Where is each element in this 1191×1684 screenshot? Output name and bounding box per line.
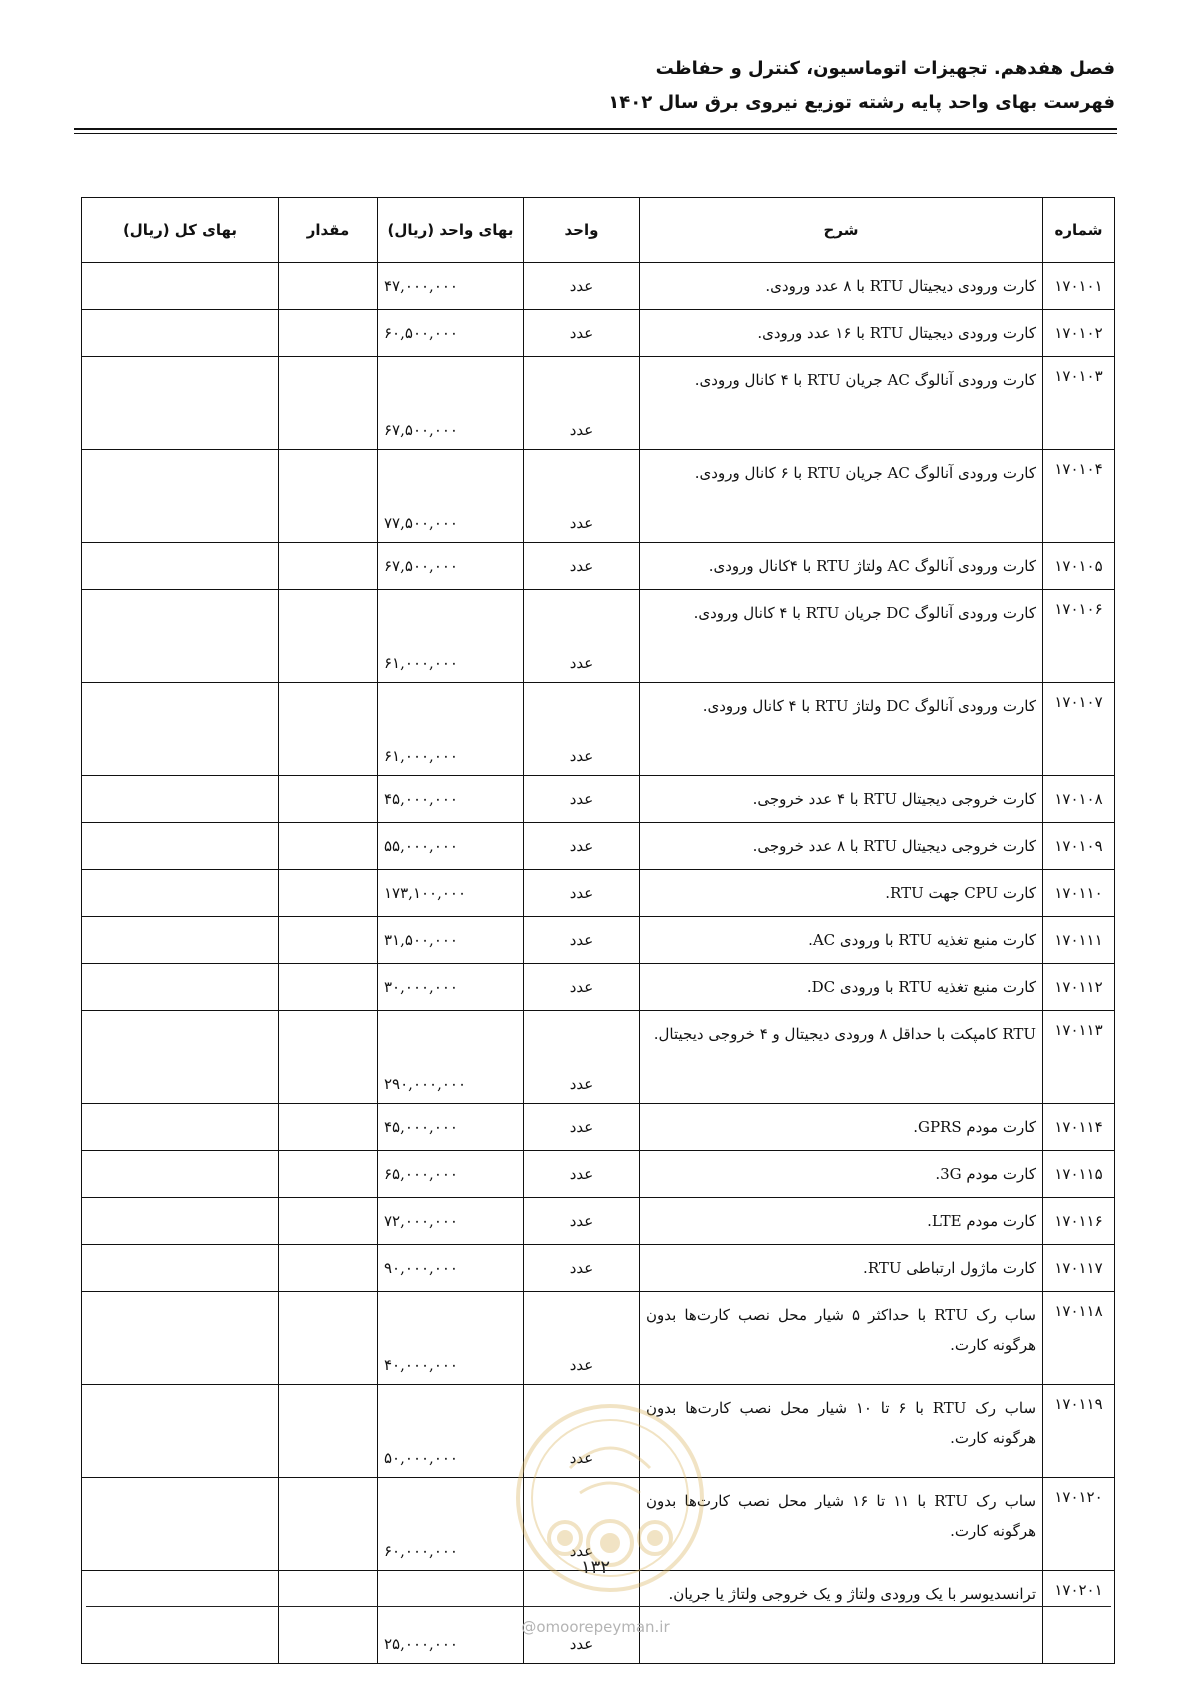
row-unit: عدد [524, 1571, 640, 1664]
row-number: ۱۷۰۱۰۴ [1043, 450, 1115, 543]
row-total-price [82, 1104, 279, 1151]
row-total-price [82, 683, 279, 776]
row-unit-price: ۷۷,۵۰۰,۰۰۰ [378, 450, 524, 543]
chapter-title: فصل هفدهم. تجهیزات اتوماسیون، کنترل و حفاظت [655, 58, 1115, 79]
row-quantity [279, 590, 378, 683]
row-number: ۱۷۰۱۰۸ [1043, 776, 1115, 823]
row-total-price [82, 1151, 279, 1198]
row-number: ۱۷۰۲۰۱ [1043, 1571, 1115, 1664]
row-unit-price: ۶۵,۰۰۰,۰۰۰ [378, 1151, 524, 1198]
row-unit: عدد [524, 357, 640, 450]
row-total-price [82, 1011, 279, 1104]
row-unit: عدد [524, 1245, 640, 1292]
row-description: کارت ورودی آنالوگ AC جریان RTU با ۴ کانال ورودی. [640, 357, 1043, 450]
footer-divider [86, 1606, 1111, 1607]
row-description: ترانسدیوسر با یک ورودی ولتاژ و یک خروجی ولتاژ یا جریان. [640, 1571, 1043, 1664]
row-description: کارت ورودی آنالوگ DC جریان RTU با ۴ کانال ورودی. [640, 590, 1043, 683]
table-row [82, 1292, 1115, 1385]
row-quantity [279, 450, 378, 543]
row-description: کارت ورودی آنالوگ DC ولتاژ RTU با ۴ کانال ورودی. [640, 683, 1043, 776]
row-unit: عدد [524, 964, 640, 1011]
row-description: RTU کامپکت با حداقل ۸ ورودی دیجیتال و ۴ خروجی دیجیتال. [640, 1011, 1043, 1104]
row-unit-price: ۶۱,۰۰۰,۰۰۰ [378, 590, 524, 683]
row-unit-price: ۵۰,۰۰۰,۰۰۰ [378, 1385, 524, 1478]
row-number: ۱۷۰۱۲۰ [1043, 1478, 1115, 1571]
row-unit: عدد [524, 870, 640, 917]
row-quantity [279, 1198, 378, 1245]
row-total-price [82, 357, 279, 450]
row-description: کارت مودم 3G. [640, 1151, 1043, 1198]
list-title: فهرست بهای واحد پایه رشته توزیع نیروی برق سال ۱۴۰۲ [608, 92, 1115, 113]
row-unit-price: ۲۵,۰۰۰,۰۰۰ [378, 1571, 524, 1664]
row-number: ۱۷۰۱۱۴ [1043, 1104, 1115, 1151]
row-number: ۱۷۰۱۰۵ [1043, 543, 1115, 590]
row-unit: عدد [524, 776, 640, 823]
row-quantity [279, 1104, 378, 1151]
table-row [82, 1104, 1115, 1151]
row-description: کارت ورودی آنالوگ AC ولتاژ RTU با ۴کانال ورودی. [640, 543, 1043, 590]
row-number: ۱۷۰۱۰۶ [1043, 590, 1115, 683]
table-row [82, 1198, 1115, 1245]
row-number: ۱۷۰۱۰۲ [1043, 310, 1115, 357]
row-quantity [279, 357, 378, 450]
row-quantity [279, 683, 378, 776]
row-description: کارت مودم LTE. [640, 1198, 1043, 1245]
row-quantity [279, 823, 378, 870]
row-quantity [279, 917, 378, 964]
table-row [82, 590, 1115, 683]
row-total-price [82, 870, 279, 917]
table-header-row [82, 198, 1115, 263]
table-row [82, 450, 1115, 543]
page-header [76, 52, 1115, 120]
row-unit: عدد [524, 1151, 640, 1198]
row-number: ۱۷۰۱۱۹ [1043, 1385, 1115, 1478]
row-description: ساب رک RTU با ۱۱ تا ۱۶ شیار محل نصب کارت‌ها بدون هرگونه کارت. [640, 1478, 1043, 1571]
row-quantity [279, 870, 378, 917]
row-unit: عدد [524, 917, 640, 964]
table-row [82, 543, 1115, 590]
row-quantity [279, 1011, 378, 1104]
row-unit-price: ۲۹۰,۰۰۰,۰۰۰ [378, 1011, 524, 1104]
row-description: کارت ورودی آنالوگ AC جریان RTU با ۶ کانال ورودی. [640, 450, 1043, 543]
row-total-price [82, 310, 279, 357]
table-row [82, 1571, 1115, 1664]
row-total-price [82, 450, 279, 543]
row-description: کارت منبع تغذیه RTU با ورودی DC. [640, 964, 1043, 1011]
row-unit: عدد [524, 823, 640, 870]
row-number: ۱۷۰۱۱۶ [1043, 1198, 1115, 1245]
table-row [82, 776, 1115, 823]
price-table-container [81, 197, 1114, 1664]
table-body [82, 263, 1115, 1664]
row-description: کارت ماژول ارتباطی RTU. [640, 1245, 1043, 1292]
table-row [82, 1245, 1115, 1292]
price-table [81, 197, 1115, 1664]
row-unit-price: ۶۱,۰۰۰,۰۰۰ [378, 683, 524, 776]
row-number: ۱۷۰۱۰۷ [1043, 683, 1115, 776]
header-divider [74, 128, 1117, 134]
row-total-price [82, 823, 279, 870]
row-number: ۱۷۰۱۱۱ [1043, 917, 1115, 964]
page-number: ۱۳۲ [580, 1557, 610, 1578]
row-unit-price: ۵۵,۰۰۰,۰۰۰ [378, 823, 524, 870]
row-quantity [279, 1151, 378, 1198]
row-total-price [82, 964, 279, 1011]
row-unit-price: ۶۷,۵۰۰,۰۰۰ [378, 357, 524, 450]
row-quantity [279, 1292, 378, 1385]
table-row [82, 683, 1115, 776]
row-total-price [82, 917, 279, 964]
table-row [82, 1151, 1115, 1198]
row-unit: عدد [524, 1011, 640, 1104]
row-description: کارت ورودی دیجیتال RTU با ۸ عدد ورودی. [640, 263, 1043, 310]
row-description: کارت منبع تغذیه RTU با ورودی AC. [640, 917, 1043, 964]
row-total-price [82, 1245, 279, 1292]
table-row [82, 964, 1115, 1011]
table-row [82, 917, 1115, 964]
row-description: ساب رک RTU با ۶ تا ۱۰ شیار محل نصب کارت‌ها بدون هرگونه کارت. [640, 1385, 1043, 1478]
row-unit: عدد [524, 543, 640, 590]
row-total-price [82, 543, 279, 590]
row-total-price [82, 1571, 279, 1664]
row-total-price [82, 1198, 279, 1245]
row-description: کارت خروجی دیجیتال RTU با ۸ عدد خروجی. [640, 823, 1043, 870]
row-number: ۱۷۰۱۱۳ [1043, 1011, 1115, 1104]
row-unit-price: ۴۰,۰۰۰,۰۰۰ [378, 1292, 524, 1385]
row-quantity [279, 543, 378, 590]
footer-website: @omoorepeyman.ir [521, 1618, 670, 1636]
row-quantity [279, 1571, 378, 1664]
table-row [82, 263, 1115, 310]
row-unit: عدد [524, 1478, 640, 1571]
header-unit-price: بهای واحد (ریال) [378, 198, 524, 263]
table-row [82, 357, 1115, 450]
table-row [82, 870, 1115, 917]
row-unit: عدد [524, 1292, 640, 1385]
row-unit: عدد [524, 450, 640, 543]
row-unit-price: ۴۵,۰۰۰,۰۰۰ [378, 1104, 524, 1151]
row-quantity [279, 1245, 378, 1292]
row-description: کارت خروجی دیجیتال RTU با ۴ عدد خروجی. [640, 776, 1043, 823]
row-total-price [82, 776, 279, 823]
row-unit-price: ۶۰,۰۰۰,۰۰۰ [378, 1478, 524, 1571]
row-number: ۱۷۰۱۰۱ [1043, 263, 1115, 310]
row-unit: عدد [524, 1104, 640, 1151]
row-quantity [279, 776, 378, 823]
row-total-price [82, 1292, 279, 1385]
header-quantity: مقدار [279, 198, 378, 263]
row-unit-price: ۱۷۳,۱۰۰,۰۰۰ [378, 870, 524, 917]
row-unit: عدد [524, 1385, 640, 1478]
row-unit: عدد [524, 263, 640, 310]
header-unit: واحد [524, 198, 640, 263]
row-quantity [279, 964, 378, 1011]
row-unit: عدد [524, 683, 640, 776]
header-description: شرح [640, 198, 1043, 263]
table-row [82, 823, 1115, 870]
row-total-price [82, 1385, 279, 1478]
row-description: کارت مودم GPRS. [640, 1104, 1043, 1151]
row-description: ساب رک RTU با حداکثر ۵ شیار محل نصب کارت‌ها بدون هرگونه کارت. [640, 1292, 1043, 1385]
row-unit-price: ۹۰,۰۰۰,۰۰۰ [378, 1245, 524, 1292]
row-number: ۱۷۰۱۱۸ [1043, 1292, 1115, 1385]
row-description: کارت ورودی دیجیتال RTU با ۱۶ عدد ورودی. [640, 310, 1043, 357]
row-unit-price: ۴۷,۰۰۰,۰۰۰ [378, 263, 524, 310]
row-unit: عدد [524, 1198, 640, 1245]
row-number: ۱۷۰۱۱۵ [1043, 1151, 1115, 1198]
row-unit: عدد [524, 310, 640, 357]
row-unit-price: ۶۷,۵۰۰,۰۰۰ [378, 543, 524, 590]
row-number: ۱۷۰۱۰۳ [1043, 357, 1115, 450]
row-description: کارت CPU جهت RTU. [640, 870, 1043, 917]
row-number: ۱۷۰۱۰۹ [1043, 823, 1115, 870]
row-unit: عدد [524, 590, 640, 683]
row-number: ۱۷۰۱۱۲ [1043, 964, 1115, 1011]
row-quantity [279, 310, 378, 357]
table-row [82, 310, 1115, 357]
row-quantity [279, 1385, 378, 1478]
row-number: ۱۷۰۱۱۰ [1043, 870, 1115, 917]
row-unit-price: ۳۰,۰۰۰,۰۰۰ [378, 964, 524, 1011]
row-quantity [279, 263, 378, 310]
table-row [82, 1385, 1115, 1478]
header-total-price: بهای کل (ریال) [82, 198, 279, 263]
row-unit-price: ۴۵,۰۰۰,۰۰۰ [378, 776, 524, 823]
header-number: شماره [1043, 198, 1115, 263]
row-unit-price: ۷۲,۰۰۰,۰۰۰ [378, 1198, 524, 1245]
row-unit-price: ۳۱,۵۰۰,۰۰۰ [378, 917, 524, 964]
row-total-price [82, 263, 279, 310]
table-row [82, 1011, 1115, 1104]
row-number: ۱۷۰۱۱۷ [1043, 1245, 1115, 1292]
row-unit-price: ۶۰,۵۰۰,۰۰۰ [378, 310, 524, 357]
row-total-price [82, 590, 279, 683]
